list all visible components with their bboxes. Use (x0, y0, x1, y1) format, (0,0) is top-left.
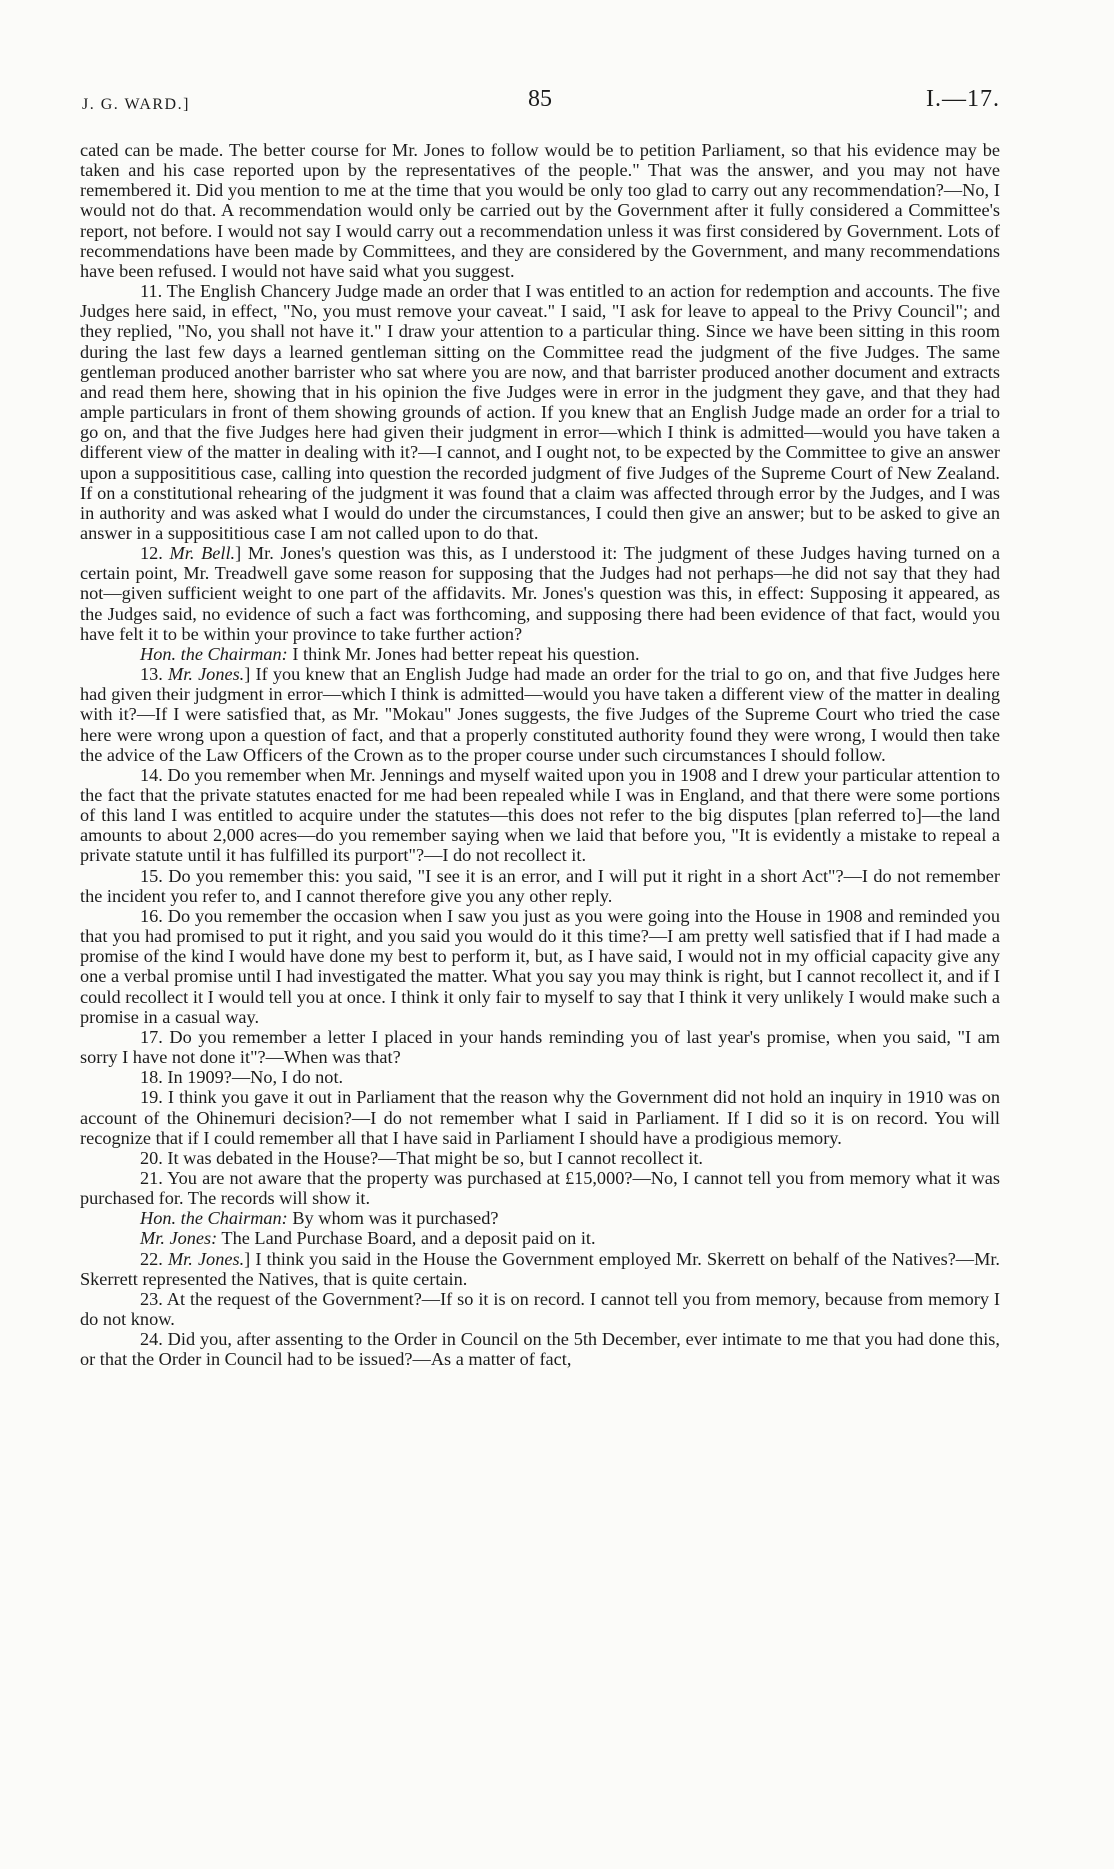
page-body (80, 140, 1000, 1370)
paragraph: 14. Do you remember when Mr. Jennings and myself waited upon you in 1908 and I drew your particular attention to the fact that the private statutes enacted for me had been repealed while I was in England, and that there were some portions of this land I was entitled to acquire under the statutes—this does not refer to the big disputes [plan referred to]—the land amounts to about 2,000 acres—do you remember saying when we laid that before you, "It is evidently a mistake to repeal a private statute until it has fulfilled its purport"?—I do not recollect it. (80, 764, 1000, 866)
document-reference: I.—17. (926, 86, 1000, 112)
paragraph: 21. You are not aware that the property was purchased at £15,000?—No, I cannot tell you from memory what it was purchased for. The records will show it. (80, 1167, 1000, 1209)
paragraph: 16. Do you remember the occasion when I saw you just as you were going into the House in 1908 and reminded you that you had promised to put it right, and you said you would do it this time?—I am pretty well satisfied that if I had made a promise of the kind I would have done my best to perform it, but, as I have said, I would not in my official capacity give any one a verbal promise until I had investigated the matter. What you say you may think is right, but I cannot recollect it, and if I could recollect it I would tell you at once. I think it only fair to myself to say that I think it very unlikely I would make such a promise in a casual way. (80, 905, 1000, 1027)
paragraph: Hon. the Chairman: I think Mr. Jones had better repeat his question. (140, 643, 640, 664)
paragraph: Hon. the Chairman: By whom was it purchased? (140, 1208, 499, 1229)
paragraph: 23. At the request of the Government?—If so it is on record. I cannot tell you from memory, because from memory I do not know. (80, 1288, 1000, 1330)
page-header (80, 82, 1000, 116)
speaker-name: Hon. the Chairman: (140, 1208, 288, 1229)
paragraph: cated can be made. The better course for Mr. Jones to follow would be to petition Parliament, so that his evidence may be taken and his case reported upon by the representatives of the people." That was the answer, and you may not have remembered it. Did you mention to me at the time that you would be only too glad to carry out any recommendation?—No, I would not do that. A recommendation would only be carried out by the Government after it fully considered a Committee's report, not before. I would not say I would carry out a recommendation unless it was first considered by Government. Lots of recommendations have been made by Committees, and they are considered by the Government, and many recommendations have been refused. I would not have said what you suggest. (80, 140, 1000, 281)
witness-name: J. G. WARD.] (82, 96, 190, 113)
paragraph: 24. Did you, after assenting to the Order in Council on the 5th December, ever intimate to me that you had done this, or that the Order in Council had to be issued?—As a matter of fact, (80, 1329, 1000, 1370)
speaker-name: Mr. Jones. (168, 664, 245, 685)
paragraph: 17. Do you remember a letter I placed in your hands reminding you of last year's promise, when you said, "I am sorry I have not done it"?—When was that? (80, 1026, 1000, 1068)
paragraph: 19. I think you gave it out in Parliament that the reason why the Government did not hold an inquiry in 1910 was on account of the Ohinemuri decision?—I do not remember what I said in Parliament. If I did so it is on record. You will recognize that if I could remember all that I have said in Parliament I should have a prodigious memory. (80, 1087, 1000, 1148)
paragraph: 12. Mr. Bell.] Mr. Jones's question was this, as I understood it: The judgment of these Judges having turned on a certain point, Mr. Treadwell gave some reason for supposing that the Judges had not perhaps—he did not say that they had not—given sufficient weight to one part of the affidavits. Mr. Jones's question was this, in effect: Supposing it appeared, as the Judges said, no evidence of such a fact was forthcoming, and supposing there had been evidence of that fact, would you have felt it to be within your province to take further action? (80, 543, 1000, 644)
paragraph: Mr. Jones: The Land Purchase Board, and a deposit paid on it. (140, 1228, 596, 1249)
paragraph: 13. Mr. Jones.] If you knew that an English Judge had made an order for the trial to go on, and that five Judges here had given their judgment in error—which I think is admitted—would you have taken a different view of the matter in dealing with it?—If I were satisfied that, as Mr. "Mokau" Jones suggests, the five Judges of the Supreme Court who tried the case here were wrong upon a question of fact, and that a properly constituted authority found they were wrong, I would then take the advice of the Law Officers of the Crown as to the proper course under such circumstances I should follow. (80, 664, 1000, 765)
speaker-name: Mr. Jones. (167, 1248, 245, 1269)
paragraph: 11. The English Chancery Judge made an order that I was entitled to an action for redemption and accounts. The five Judges here said, in effect, "No, you must remove your caveat." I said, "I ask for leave to appeal to the Privy Council"; and they replied, "No, you shall not have it." I draw your attention to a particular thing. Since we have been sitting in this room during the last few days a learned gentleman sitting on the Committee read the judgment of the five Judges. The same gentleman produced another barrister who sat where you are now, and that barrister produced another document and extracts and read them here, showing that in his opinion the five Judges were in error in the judgment they gave, and that they had ample particulars in front of them showing grounds of action. If you knew that an English Judge made an order for a trial to go on, and that the five Judges here had given their judgment in error—which I think is admitted—would you have taken a different view of the matter in dealing with it?—I cannot, and I ought not, to be expected by the Committee to give an answer upon a supposititious case, calling into question the recorded judgment of five Judges of the Supreme Court of New Zealand. If on a constitutional rehearing of the judgment it was found that a claim was affected through error by the Judges, and I was in authority and was asked what I would do under the circumstances, I could then give an answer; but to be asked to give an answer in a supposititious case I am not called upon to do that. (80, 281, 1000, 543)
speaker-name: Mr. Jones: (140, 1228, 218, 1249)
speaker-name: Mr. Bell. (169, 543, 236, 564)
paragraph: 15. Do you remember this: you said, "I see it is an error, and I will put it right in a short Act"?—I do not remember the incident you refer to, and I cannot therefore give you any other reply. (80, 865, 1000, 906)
speaker-name: Hon. the Chairman: (140, 643, 288, 664)
paragraph: 18. In 1909?—No, I do not. (140, 1067, 344, 1088)
page-number: 85 (528, 86, 552, 112)
paragraph: 22. Mr. Jones.] I think you said in the House the Government employed Mr. Skerrett on behalf of the Natives?—Mr. Skerrett represented the Natives, that is quite certain. (80, 1248, 1000, 1289)
paragraph: 20. It was debated in the House?—That might be so, but I cannot recollect it. (140, 1147, 704, 1168)
